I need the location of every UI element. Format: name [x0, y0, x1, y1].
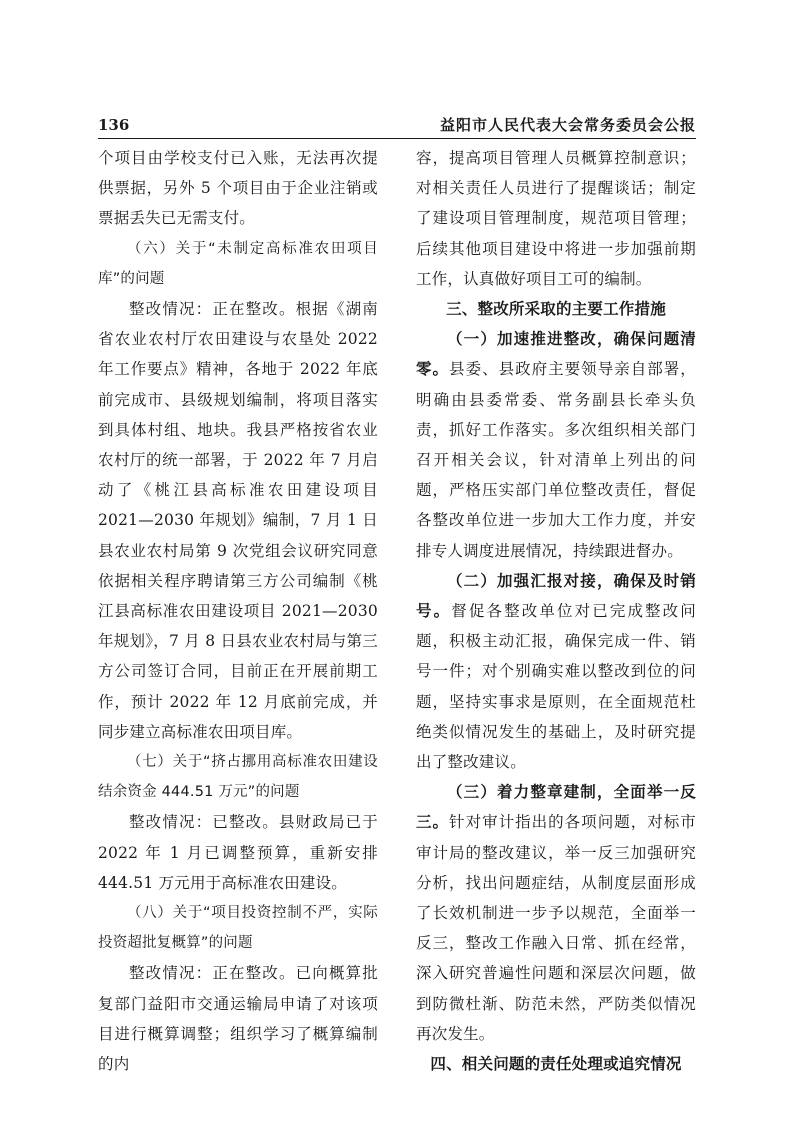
- page-header: [98, 114, 696, 136]
- measure-2-body: 督促各整改单位对已完成整改问题，积极主动汇报，确保完成一件、销号一件；对个别确实难以整改到位的问题，坚持实事求是原则，在全面规范杜绝类似情况发生的基础上，及时研究提出了整改建议。: [416, 602, 696, 772]
- section-heading-3: 三、整改所采取的主要工作措施: [446, 300, 666, 319]
- left-column: [98, 143, 378, 1079]
- measure-3-body: 针对审计指出的各项问题，对标市审计局的整改建议，举一反三加强研究分析，找出问题症结，从制度层面形成了长效机制进一步予以规范，全面举一反三，整改工作融入日常、抓在经常，深入研究普遍性问题和深层次问题，做到防微杜渐、防范未然，严防类似情况再次发生。: [416, 813, 696, 1043]
- measure-1-body: 县委、县政府主要领导亲自部署，明确由县委常委、常务副县长牵头负责，抓好工作落实。多次组织相关部门召开相关会议，针对清单上列出的问题，严格压实部门单位整改责任，督促各整改单位进一步加大工作力度，并安排专人调度进展情况，持续跟进督办。: [416, 360, 696, 560]
- measure-1-lead: （一）加速推进整改，确保问题清零。: [416, 330, 696, 379]
- paragraph-continued: 个项目由学校支付已入账，无法再次提供票据，另外 5 个项目由于企业注销或票据丢失已无需支付。: [98, 149, 378, 228]
- measure-3: [416, 777, 696, 1049]
- subheading-7: （七）关于“挤占挪用高标准农田建设结余资金 444.51 万元”的问题: [98, 754, 378, 801]
- journal-title: 益阳市人民代表大会常务委员会公报: [439, 116, 696, 134]
- measure-1: [416, 324, 696, 566]
- paragraph-rectification-7: 整改情况：已整改。县财政局已于 2022 年 1 月已调整预算，重新安排 444.51 万元用于高标准农田建设。: [98, 813, 378, 892]
- section-heading-4: 四、相关问题的责任处理或追究情况: [430, 1055, 682, 1074]
- right-column: [416, 143, 696, 1079]
- paragraph-rectification-6: 整改情况：正在整改。根据《湖南省农业农村厅农田建设与农垦处 2022 年工作要点》精神，各地于 2022 年底前完成市、县级规划编制，将项目落实到具体村组、地块。我县严格按省农业农村厅的统一部署，于 2022 年 7 月启动了《桃江县高标准农田建设项目 2021—2030 年规划》编制，7 月 1 日县农业农村局第 9 次党组会议研究同意依据相关程序聘请第三方公司编制《桃江县高标准农田建设项目 2021—2030 年规划》，7 月 8 日县农业农村局与第三方公司签订合同，目前正在开展前期工作，预计 2022 年 12 月底前完成，并同步建立高标准农田项目库。: [98, 300, 378, 741]
- measure-3-lead: （三）着力整章建制，全面举一反三。: [416, 783, 696, 832]
- paragraph-rectification-8: 整改情况：正在整改。已向概算批复部门益阳市交通运输局申请了对该项目进行概算调整；组织学习了概算编制的内: [98, 964, 378, 1074]
- header-rule: [98, 138, 696, 139]
- measure-2-lead: （二）加强汇报对接，确保及时销号。: [416, 571, 696, 621]
- body-columns: [98, 143, 698, 1074]
- page-number: 136: [98, 116, 130, 134]
- subheading-8: （八）关于“项目投资控制不严，实际投资超批复概算”的问题: [98, 905, 378, 952]
- measure-2: [416, 566, 696, 777]
- paragraph-continued-right: 容，提高项目管理人员概算控制意识；对相关责任人员进行了提醒谈话；制定了建设项目管理制度，规范项目管理；后续其他项目建设中将进一步加强前期工作，认真做好项目工可的编制。: [416, 149, 696, 288]
- subheading-6: （六）关于“未制定高标准农田项目库”的问题: [98, 240, 378, 287]
